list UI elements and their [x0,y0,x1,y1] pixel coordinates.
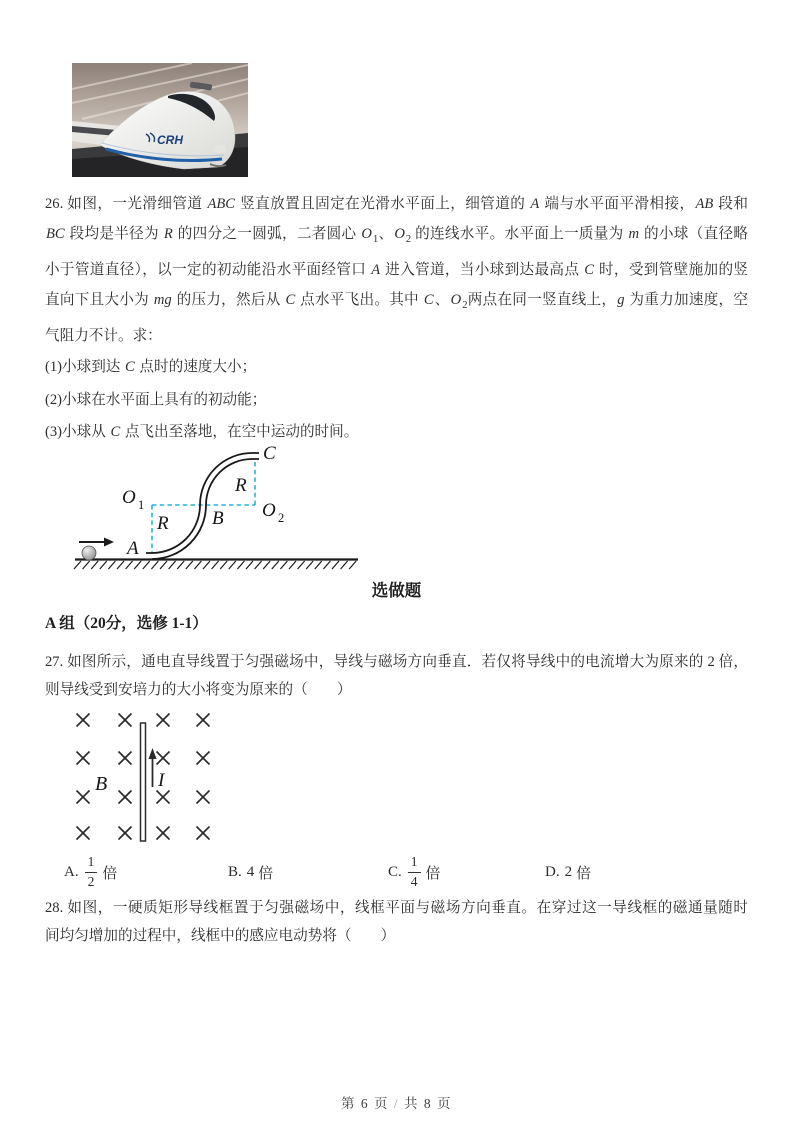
current-direction-arrow [149,748,157,787]
label-c: C [263,443,276,464]
option-d-value: 2 [564,863,573,880]
label-b: B [212,508,224,529]
option-a [64,850,117,894]
train-photo [72,63,248,177]
option-d-label: D. [545,863,560,880]
question-27 [45,648,748,704]
q26-sub-question-1: (1)小球到达 C 点时的速度大小； [45,359,257,375]
option-c [388,850,441,894]
option-a-fraction: $\frac{1}{2}$ [85,854,98,889]
q28-line-1: 28. 如图，一硬质矩形导线框置于匀强磁场中，线框平面与磁场方向垂直。在穿过这一导线框的磁通量随时 [45,900,748,916]
q26-line-2: BC 段均是半径为 R 的四分之一圆弧，二者圆心 $O_1$、$O_2$ 的连线水平。水平面上一质量为 m 的小球（直径略 [46,226,748,245]
option-b-value: 4 [246,863,255,880]
current-wire [141,723,146,841]
option-c-suffix: 倍 [425,865,441,882]
q26-line-3: 小于管道直径），以一定的初动能沿水平面经管口 A 进入管道，当小球到达最高点 C 时，受到管壁施加的竖 [45,262,748,278]
label-o1-sub: 1 [138,498,145,512]
option-a-label: A. [64,863,79,880]
option-c-fraction: $\frac{1}{4}$ [408,854,421,889]
section-title: 选做题 [371,581,422,600]
option-b-label: B. [228,863,242,880]
group-a-heading: A 组（20分，选修 1-1） [45,615,208,632]
q26-line-4: 直向下且大小为 mg 的压力，然后从 C 点水平飞出。其中 C、$O_2$两点在同一竖直线上，g 为重力加速度，空 [45,292,748,311]
q27-line-2: 则导线受到安培力的大小将变为原来的（ ） [45,682,352,698]
page-number-footer: 第 6 页 / 共 8 页 [340,1096,452,1111]
label-r-upper: R [235,475,247,496]
q26-sub-question-2: (2)小球在水平面上具有的初动能； [45,391,267,408]
label-r-lower: R [157,513,169,534]
label-o2: O [262,500,276,521]
label-o2-sub: 2 [278,511,285,525]
tube-wall-outer [146,453,259,553]
option-a-suffix: 倍 [102,865,118,882]
label-o1: O [122,487,136,508]
q26-sub-question-3: (3)小球从 C 点飞出至落地，在空中运动的时间。 [45,424,359,440]
q27-line-1: 27. 如图所示，通电直导线置于匀强磁场中，导线与磁场方向垂直．若仅将导线中的电流增大为原来的 2 倍， [45,654,748,670]
label-a: A [127,538,139,559]
question-26 [45,189,748,449]
velocity-arrow [79,538,114,547]
option-d [545,850,591,894]
magnetic-field-diagram [65,707,225,849]
tube-diagram [65,432,375,580]
option-b [228,850,273,894]
train-headlight [214,145,226,153]
option-c-label: C. [388,863,402,880]
q27-options-row [45,850,748,894]
ground-hatching [74,561,356,569]
q28-line-2: 间均匀增加的过程中，线框中的感应电动势将（ ） [45,927,396,944]
ball [82,546,96,560]
tube-walls [146,453,259,559]
option-b-suffix: 倍 [258,865,274,882]
option-d-suffix: 倍 [576,865,592,882]
crh-logo-text: CRH [157,133,183,147]
label-current-i: I [158,770,165,791]
label-field-b: B [95,773,108,795]
tube-wall-inner [152,459,259,559]
q26-line-5: 气阻力不计。求： [45,328,162,344]
question-28 [45,895,748,950]
q26-line-1: 26. 如图，一光滑细管道 ABC 竖直放置且固定在光滑水平面上，细管道的 A 端与水平面平滑相接，AB 段和 [45,196,748,212]
